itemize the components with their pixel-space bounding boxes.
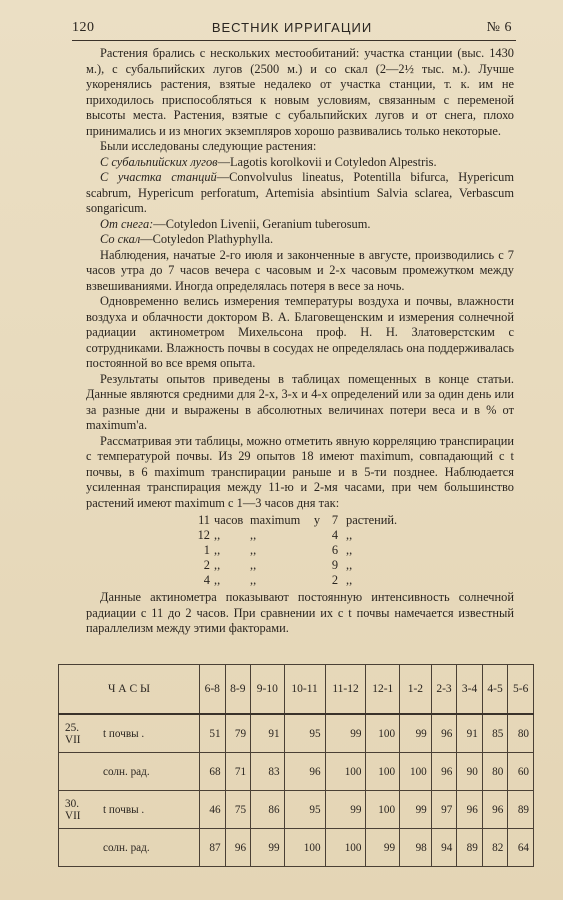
list-cell: ,, [250,528,257,542]
list-row [188,513,397,528]
table-cell: 100 [400,753,432,791]
hour-column-header: 12-1 [366,665,400,715]
article-body [86,46,514,637]
hour-column-header: 5-6 [508,665,534,715]
paragraph: Были исследованы следующие растения: [100,139,317,153]
row-label: t почвы . [99,714,200,753]
table-cell: 100 [325,753,366,791]
table-cell: 91 [457,714,483,753]
list-cell: ,, [250,573,257,587]
list-cell: 4 [203,573,210,587]
species-group-label: Со скал [100,232,141,246]
list-row [188,558,397,573]
species-group-label: С участка станций [100,170,217,184]
table-cell: 83 [251,753,285,791]
table-cell: 60 [508,753,534,791]
table-cell: 98 [400,829,432,867]
list-cell: ,, [346,573,353,587]
table-cell: 99 [366,829,400,867]
hour-column-header: 10-11 [284,665,325,715]
list-cell: ,, [214,573,221,587]
table-cell: 100 [366,791,400,829]
hour-column-header: 11-12 [325,665,366,715]
table-cell: 82 [482,829,508,867]
paragraph: Растения брались с нескольких местообитаний: участка станции (выс. 1430 м.), с субальпийских лугов (2500 м.) и со скал (2—2½ тыс. м.). Лучше укоренялись растения, взятые недалеко от участка станции, т. к. им не приходилось приспособляться к новым условиям, связанным с переменой высоты места. Растения, взятые с субальпийских лугов и от снега, плохо принимались и из многих экземпляров хорошо развивались только некоторые. [86,46,514,138]
species-group-label: С субальпийских лугов [100,154,218,169]
list-cell: 11 [198,513,210,527]
table-cell: 90 [457,753,483,791]
species-group-text: —Convolvulus lineatus, Potentilla bifurca, Hypericum scabrum, Hypericum perforatum, Artemisia absintium Salvia sclarea, Verbascum songaricum. [86,170,514,215]
table-cell: 99 [400,714,432,753]
running-header [72,20,512,40]
issue-number: № 6 [486,20,512,35]
list-cell: ,, [346,528,353,542]
paragraph: Наблюдения, начатые 2-го июля и законченные в августе, производились с 7 часов утра до 7 часов вечера с часовым и 2-х часовым промежутком между взвешиваниями. Иногда определялась потеря в весе за ночь. [86,247,514,293]
table-cell: 80 [508,714,534,753]
hour-column-header: 1-2 [400,665,432,715]
table-cell: 87 [200,829,226,867]
table-cell: 99 [400,791,432,829]
table-cell: 64 [508,829,534,867]
table-cell: 79 [225,714,251,753]
table-cell: 99 [325,714,366,753]
list-cell [310,543,324,558]
row-date [59,829,100,867]
page-number: 120 [72,20,95,35]
list-cell: ,, [250,543,257,557]
table-cell: 95 [284,791,325,829]
species-group-label: От снега: [100,216,154,231]
list-cell [310,528,324,543]
table-cell: 96 [431,714,457,753]
header-rule [72,40,516,41]
list-cell: ,, [214,528,221,542]
journal-title: ВЕСТНИК ИРРИГАЦИИ [211,20,373,35]
table-row [59,714,534,753]
table-cell: 86 [251,791,285,829]
species-group [86,217,514,233]
list-cell: 9 [331,558,339,572]
hour-column-header: 9-10 [251,665,285,715]
row-label: солн. рад. [99,829,200,867]
table-row [59,791,534,829]
row-date: 25. VII [59,714,100,753]
paragraph: Одновременно велись измерения температуры воздуха и почвы, влажности воздуха и облачности доктором В. А. Благовещенским и измерения солнечной радиации актинометром Михельсона проф. Н. Н. Златоверстским с сотрудниками. Влажность почвы в сосудах не определялась она поддерживалась постоянной во все время опыта. [86,294,514,370]
row-label: солн. рад. [99,753,200,791]
species-group-text: —Lagotis korolkovii и Cotyledon Alpestris. [217,154,437,169]
table-cell: 51 [200,714,226,753]
hour-column-header: 8-9 [225,665,251,715]
table-cell: 100 [366,753,400,791]
table-cell: 95 [284,714,325,753]
row-date: 30. VII [59,791,100,829]
data-table [58,664,534,867]
table-cell: 46 [200,791,226,829]
hour-column-header: 6-8 [200,665,226,715]
table-cell: 100 [325,829,366,867]
table-corner-header: Ч А С Ы [59,665,200,715]
table-cell: 99 [325,791,366,829]
table-cell: 96 [431,753,457,791]
table-cell: 97 [431,791,457,829]
list-cell [310,573,324,588]
table-row [59,829,534,867]
list-row [188,543,397,558]
table-cell: 94 [431,829,457,867]
table-row [59,753,534,791]
list-cell: maximum [250,513,301,527]
table-cell: 100 [366,714,400,753]
table-cell: 100 [284,829,325,867]
list-cell: у [313,513,321,527]
list-cell [310,558,324,573]
table-cell: 96 [225,829,251,867]
list-cell: ,, [250,558,257,572]
maximum-hours-list [188,513,397,588]
paragraph: Рассматривая эти таблицы, можно отметить явную корреляцию транспирации с температурой почвы. Из 29 опытов 18 имеют maximum, совпадающий с t почвы, в 6 maximum транспирации раньше и в 5-ти позднее. Наблюдается усиленная транспирация между 11-ю и 2-мя часами, при чем большинство растений имеют maximum с 1—3 часов дня так: [86,433,514,510]
species-group [86,170,514,217]
list-cell: ,, [346,558,353,572]
list-cell: ,, [214,558,221,572]
table-cell: 99 [251,829,285,867]
table-cell: 85 [482,714,508,753]
species-group [86,232,514,248]
hour-column-header: 3-4 [457,665,483,715]
list-cell: 7 [331,513,339,527]
table-cell: 89 [508,791,534,829]
paragraph: Данные актинометра показывают постоянную интенсивность солнечной радиации с 11 до 2 часов. При сравнении их с t почвы намечается известный параллелизм между этими факторами. [86,590,514,635]
list-cell: часов [214,513,244,527]
species-group-text: —Cotyledon Plathyphylla. [140,232,274,246]
list-cell: ,, [214,543,221,557]
list-cell: растений. [346,513,398,527]
table-cell: 96 [482,791,508,829]
table-cell: 80 [482,753,508,791]
list-cell: 6 [331,543,339,557]
list-cell: ,, [346,543,353,557]
list-cell: 2 [331,573,339,587]
hour-column-header: 2-3 [431,665,457,715]
hour-column-header: 4-5 [482,665,508,715]
paragraph: Результаты опытов приведены в таблицах помещенных в конце статьи. Данные являются средними для 2-х, 3-х и 4-х определений или за один день или за разные дни и выражены в абсолютных величинах потери веса и в % от maximum'a. [86,371,514,432]
list-row [188,528,397,543]
row-date [59,753,100,791]
table-cell: 68 [200,753,226,791]
species-group [86,155,514,171]
row-label: t почвы . [99,791,200,829]
list-cell: 1 [203,543,210,557]
list-row [188,573,397,588]
table-cell: 89 [457,829,483,867]
table-cell: 75 [225,791,251,829]
species-group-text: —Cotyledon Livenii, Geranium tuberosum. [153,216,371,231]
table-cell: 91 [251,714,285,753]
list-cell: 12 [197,528,210,542]
list-cell: 2 [203,558,210,572]
list-cell: 4 [331,528,339,542]
table-cell: 96 [284,753,325,791]
table-cell: 96 [457,791,483,829]
table-cell: 71 [225,753,251,791]
